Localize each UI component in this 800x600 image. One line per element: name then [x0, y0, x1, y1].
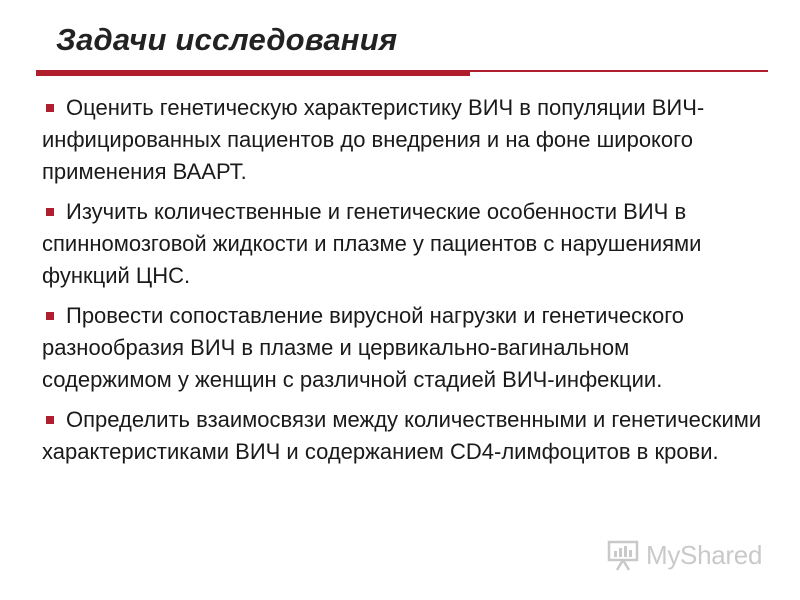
- square-bullet-icon: [46, 208, 54, 216]
- bullet-item: [42, 196, 762, 292]
- bullet-text: Провести сопоставление вирусной нагрузки и генетического разнообразия ВИЧ в плазме и цервикально-вагинальном содержимом у женщин с различной стадией ВИЧ-инфекции.: [42, 303, 684, 392]
- watermark: [606, 537, 762, 573]
- square-bullet-icon: [46, 416, 54, 424]
- bullet-item: [42, 404, 762, 468]
- bullet-text: Оценить генетическую характеристику ВИЧ в популяции ВИЧ-инфицированных пациентов до внедрения и на фоне широкого применения ВААРТ.: [42, 95, 705, 184]
- bullet-item: [42, 300, 762, 396]
- watermark-text: MyShared: [646, 539, 763, 570]
- bullet-item: [42, 92, 762, 188]
- square-bullet-icon: [46, 312, 54, 320]
- presentation-board-icon: [606, 538, 640, 572]
- bullet-text: Изучить количественные и генетические особенности ВИЧ в спинномозговой жидкости и плазме у пациентов с нарушениями функций ЦНС.: [42, 199, 702, 288]
- title-accent-bar: [36, 71, 470, 76]
- square-bullet-icon: [46, 104, 54, 112]
- bullet-text: Определить взаимосвязи между количественными и генетическими характеристиками ВИЧ и содержанием CD4-лимфоцитов в крови.: [42, 407, 762, 464]
- slide-title: Задачи исследования: [56, 22, 398, 57]
- bullet-list: [42, 92, 762, 476]
